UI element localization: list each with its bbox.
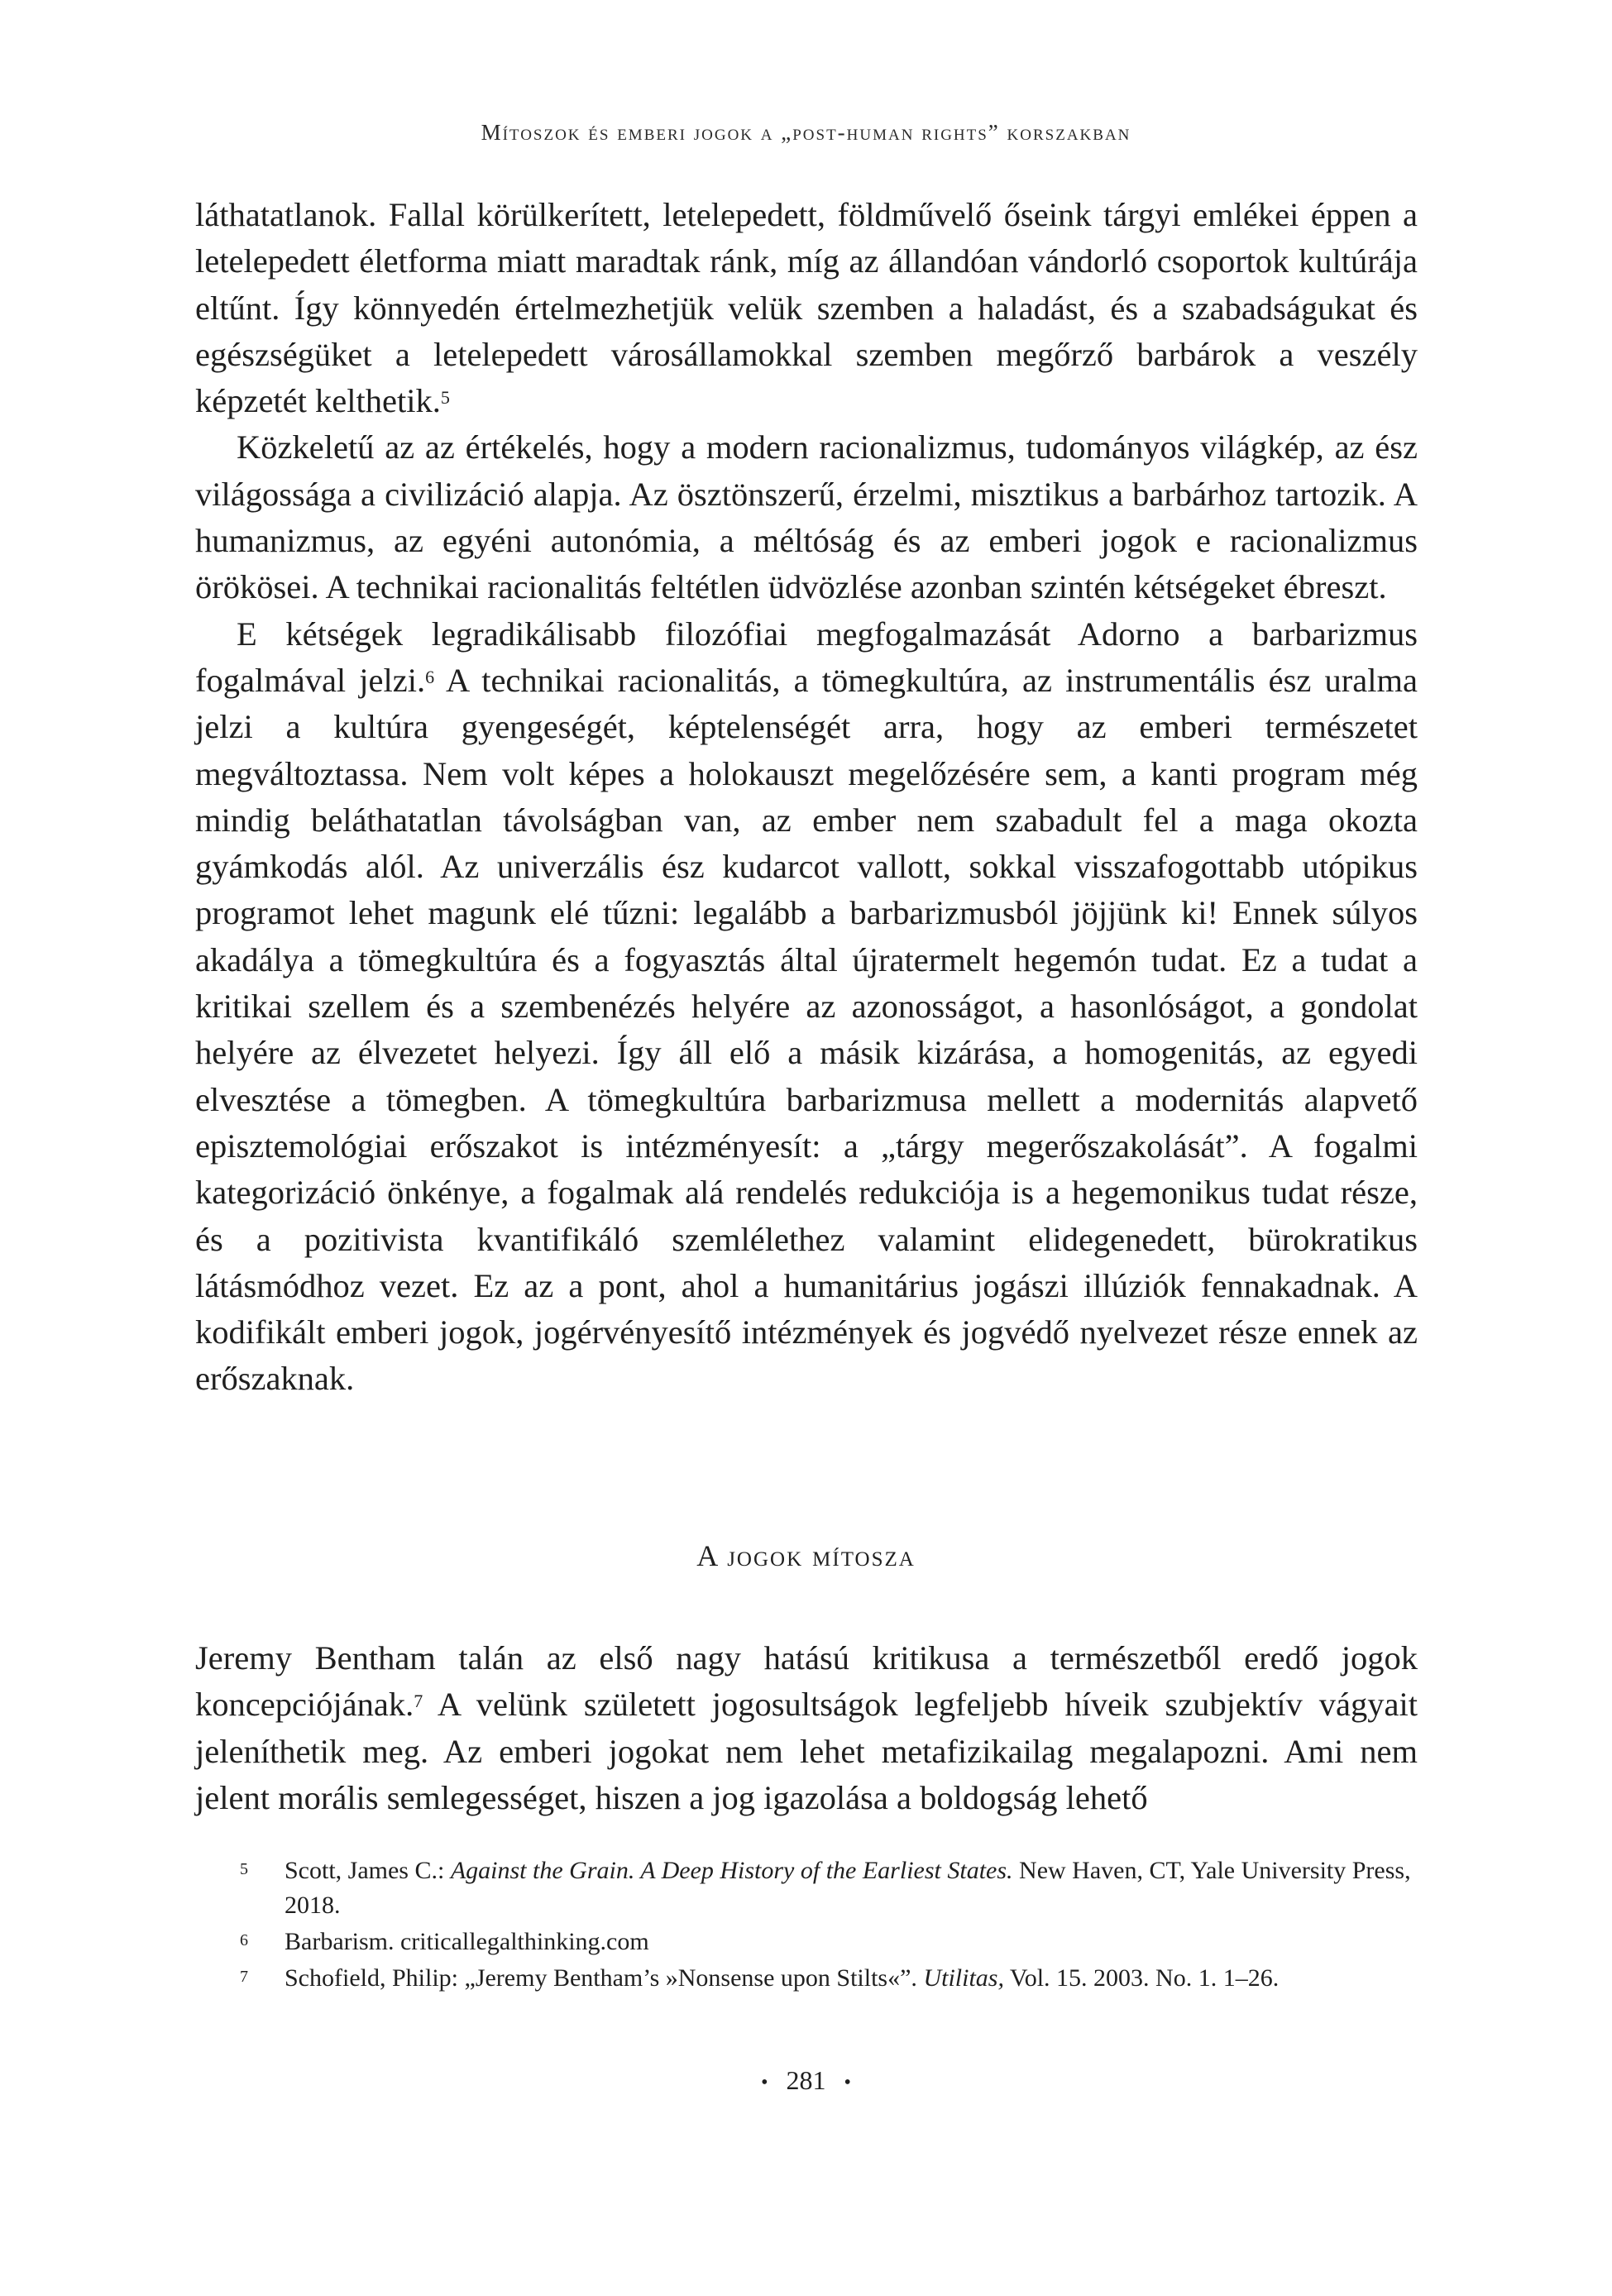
paragraph-text: E kétségek legradikálisabb filozófiai megfogalmazását Adorno a barbarizmus fogalmával jelzi. <box>195 615 1418 699</box>
footnote-number: 5 <box>240 1860 248 1878</box>
footnote-text <box>285 1854 1418 1923</box>
footnote-text-pre: Barbarism. criticallegalthinking.com <box>285 1928 649 1955</box>
footnote-number: 6 <box>240 1931 248 1949</box>
section-body-text <box>195 1635 1418 1821</box>
paragraph-text: Közkeletű az az értékelés, hogy a modern racionalizmus, tudományos világkép, az ész világossága a civilizáció alapja. Az ösztönszerű, érzelmi, misztikus a barbárhoz tartozik. A humanizmus, az egyéni autonómia, a méltóság és az emberi jogok e racionalizmus örökösei. A technikai racionalitás feltétlen üdvözlése azonban szintén kétségeket ébreszt. <box>195 428 1418 606</box>
footnote-text-pre: Scott, James C.: <box>285 1857 451 1884</box>
footnote <box>195 1925 1418 1959</box>
running-header: Mítoszok és emberi jogok a „post-human rights” korszakban <box>481 120 1131 145</box>
footnote-text <box>285 1925 1418 1959</box>
footnote-text-post: New Haven, CT, Yale University Press, 2018. <box>285 1857 1411 1919</box>
body-text <box>195 192 1418 1403</box>
section-heading: A jogok mítosza <box>696 1539 916 1572</box>
footnote-text-pre: Schofield, Philip: „Jeremy Bentham’s »Nonsense upon Stilts«”. <box>285 1964 924 1992</box>
footnote-text <box>285 1961 1418 1996</box>
footnote-ref: 5 <box>440 387 450 409</box>
paragraph-text: Jeremy Bentham talán az első nagy hatású kritikusa a természetből eredő jogok koncepciójának. <box>195 1639 1418 1724</box>
paragraph-text: láthatatlanok. Fallal körülkerített, letelepedett, földművelő őseink tárgyi emlékei éppen a letelepedett életforma miatt maradtak ránk, míg az állandóan vándorló csoportok kultúrája eltűnt. Így könnyedén értelmezhetjük velük szemben a haladást, és a szabadságukat és egészségüket a letelepedett városállamokkal szemben megőrző barbárok a veszély képzetét kelthetik. <box>195 196 1418 420</box>
footnote-title: Against the Grain. A Deep History of the Earliest States. <box>450 1857 1013 1884</box>
paragraph <box>195 192 1418 424</box>
footnote-text-post: Vol. 15. 2003. No. 1. 1–26. <box>1003 1964 1280 1992</box>
footnote-ref: 6 <box>425 666 435 687</box>
footnote-title: Utilitas, <box>923 1964 1004 1992</box>
paragraph-text: A technikai racionalitás, a tömegkultúra, az instrumentális ész uralma jelzi a kultúra gyengeségét, képtelenségét arra, hogy az emberi természetet megváltoztassa. Nem volt képes a holokauszt megelőzésére sem, a kanti program még mindig beláthatatlan távolságban van, az ember nem szabadult fel a maga okozta gyámkodás alól. Az univerzális ész kudarcot vallott, sokkal visszafogottabb utópikus programot lehet magunk elé tűzni: legalább a barbarizmusból jöjjünk ki! Ennek súlyos akadálya a tömegkultúra és a fogyasztás által újratermelt hegemón tudat. Ez a tudat a kritikai szellem és a szembenézés helyére az azonosságot, a hasonlóságot, a gondolat helyére az élvezetet helyezi. Így áll elő a másik kizárása, a homogenitás, az egyedi elvesztése a tömegben. A tömegkultúra barbarizmusa mellett a modernitás alapvető episztemológiai erőszakot is intézményesít: a „tárgy megerőszakolását”. A fogalmi kategorizáció önkénye, a fogalmak alá rendelés redukciója is a hegemonikus tudat része, és a pozitivista kvantifikáló szemlélethez valamint elidegenedett, bürokratikus látásmódhoz vezet. Ez az a pont, ahol a humanitárius jogászi illúziók fennakadnak. A kodifikált emberi jogok, jogérvényesítő intézmények és jogvédő nyelvezet része ennek az erőszaknak. <box>195 661 1418 1398</box>
footnote-ref: 7 <box>414 1691 423 1712</box>
paragraph <box>195 424 1418 610</box>
footnotes <box>195 1854 1418 1997</box>
footnote <box>195 1854 1418 1923</box>
page-folio <box>0 2065 1612 2096</box>
paragraph <box>195 1635 1418 1821</box>
footnote <box>195 1961 1418 1996</box>
paragraph <box>195 611 1418 1403</box>
folio-bullet-right: • <box>844 2072 851 2094</box>
paragraph-text: A velünk született jogosultságok legfeljebb híveik szubjektív vágyait jeleníthetik meg. Az emberi jogokat nem lehet metafizikailag megalapozni. Ami nem jelent morális semlegességet, hiszen a jog igazolása a boldogság lehető <box>195 1686 1418 1816</box>
footnote-number: 7 <box>240 1968 248 1986</box>
folio-bullet-left: • <box>761 2072 768 2094</box>
page-number: 281 <box>786 2065 826 2095</box>
